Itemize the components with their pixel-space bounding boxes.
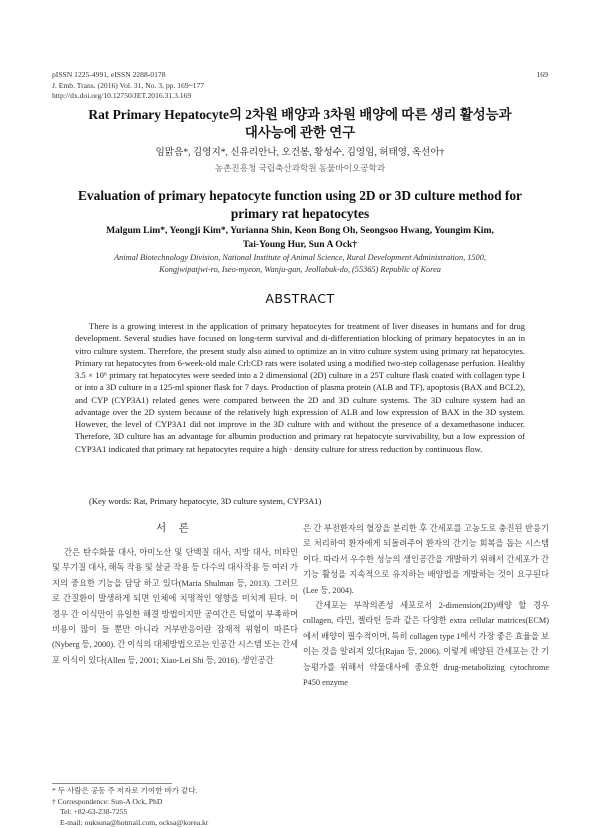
doi-link[interactable]: http://dx.doi.org/10.12750/JET.2016.31.3.169 — [52, 91, 192, 100]
english-authors — [70, 224, 530, 252]
footnote-divider — [52, 783, 172, 784]
introduction-paragraph-1-continued: 은 간 부전환자의 혈장을 분리한 후 간세포를 고농도로 충진된 반응기로 처리하여 환자에게 되돌려주어 환자의 간기능 회복을 돕는 시스템이다. 따라서 우수한 성능의 생인공간을 개발하기 위해서 간세포가 간 기능 활성을 지속적으로 유지하는 배양법을 개발하는 것이 요구된다(Lee 등, 2004). — [303, 524, 549, 595]
telephone: Tel: +82-63-238-7255 — [60, 807, 128, 817]
introduction-heading: 서 론 — [156, 523, 194, 534]
english-title-line-2: primary rat hepatocytes — [230, 206, 370, 221]
korean-authors: 임맑음*, 김영지*, 신유리안나, 오건봉, 황성수, 김영임, 허태영, 옥선아† — [155, 147, 445, 158]
journal-header — [52, 70, 204, 102]
english-affiliation-line-1: Animal Biotechnology Division, National Institute of Animal Science, Rural Development Administration, 1500, — [114, 253, 486, 262]
english-affiliation-line-2: Kongjwipatjwi-ro, Iseo-myeon, Wanju-gun, Jeollabuk-do, (55365) Republic of Korea — [159, 265, 441, 275]
equal-contribution-note: * 두 사람은 공동 주 저자로 기여한 바가 같다. — [52, 786, 198, 795]
korean-title — [60, 106, 540, 142]
english-title — [60, 187, 540, 223]
introduction-paragraph-1: 간은 탄수화물 대사, 아미노산 및 단백질 대사, 지방 대사, 비타민 및 무기질 대사, 해독 작용 및 살균 작용 등 다수의 대사작용 등 여러 가지의 중요한 기능을 담당 하고 있다(Maria Shulman 등, 2013). 그러므로 간질환이 발생하게 되면 인체에 치명적인 영향을 미치게 된다. 이 경우 간 이식만이 유일한 해결 방법이지만 공여간은 턱없이 부족하며 비용이 많이 들 뿐만 아니라 거부반응이란 잠재적 위험이 따른다(Nyberg 등, 2000). 간 이식의 대체방법으로는 인공간 시스템 또는 간세포 이식이 있다(Allen 등, 2001; Xiao-Lei Shi 등, 2016). 생인공간 — [52, 548, 298, 665]
korean-title-line-1: Rat Primary Hepatocyte의 2차원 배양과 3차원 배양에 따른 생리 활성능과 — [88, 107, 512, 122]
page-number: 169 — [536, 70, 548, 79]
english-authors-line-2: Tai-Young Hur, Sun A Ock† — [242, 238, 358, 250]
footnotes — [52, 786, 208, 828]
correspondence-note: † Correspondence: Sun-A Ock, PhD — [52, 796, 163, 806]
english-authors-line-1: Malgum Lim*, Yeongji Kim*, Yurianna Shin, Keon Bong Oh, Seongsoo Hwang, Youngim Kim, — [106, 225, 494, 236]
korean-title-line-2: 대사능에 관한 연구 — [244, 125, 356, 140]
abstract-body: There is a growing interest in the application of primary hepatocytes for treatment of liver diseases in humans and for drug development. Several studies have focused on long-term survival and di-differentiation blocking of primary hepatocytes in an in vitro culture system. Therefore, the present study also aimed to optimize an in vitro culture system using primary rat hepatocytes. Primary rat hepatocytes from 6-week-old male Crl:CD rats were isolated using a modified two-step collagenase perfusion. Healthy 3.5 × 10⁶ primary rat hepatocytes were seeded into a 2 dimensional (2D) culture in a 25T culture flask coated with collagen type I or into a 3D culture in a 125-ml spinner flask for 7 days. Production of plasma protein (ALB and TF), apoptosis (BAX and BCL2), and CYP (CYP3A1) related genes were compared between the 2D and 3D culture systems. The 3D culture system had an advantage over the 2D system because of the relatively high expression of ALB and low expression of BAX in the 3D system. However, the level of CYP3A1 did not improve in the 3D culture with and without the presence of a dexamethasone inducer. Therefore, 3D culture has an advantage for albumin production and primary rat hepatocyte survivability, but a low expression of CYP3A1 indicated that primary rat hepatocytes require a high · density culture for stress reduction by continuous flow. — [75, 321, 525, 454]
abstract-heading: ABSTRACT — [265, 291, 335, 306]
body-column-right — [303, 521, 549, 690]
english-affiliation — [60, 252, 540, 276]
issn-line: pISSN 1225-4991, eISSN 2288-0178 — [52, 70, 166, 79]
introduction-paragraph-2: 간세포는 부착의존성 세포로서 2-dimension(2D)배양 할 경우 collagen, 라민, 젤라틴 등과 같은 다양한 extra cellular matrices(ECM)에서 배양이 필수적이며, 특히 collagen type 1에서 가장 좋은 효율을 보이는 것을 알려져 있다(Rajan 등, 2006). 이렇게 배양된 간세포는 간 기능평가를 위해서 약물대사에 중요한 drug-metabolizing cytochrome P450 enzyme — [303, 601, 549, 688]
english-title-line-1: Evaluation of primary hepatocyte function using 2D or 3D culture method for — [78, 188, 522, 203]
korean-affiliation: 농촌진흥청 국립축산과학원 동물바이오공학과 — [214, 163, 386, 173]
body-column-left — [52, 521, 298, 668]
keywords: (Key words: Rat, Primary hepatocyte, 3D culture system, CYP3A1) — [89, 496, 322, 506]
email[interactable]: E-mail: ouksuna@hotmail.com, ocksa@korea.kr — [60, 817, 209, 827]
journal-citation: J. Emb. Trans. (2016) Vol. 31, No. 3, pp. 169~177 — [52, 80, 205, 90]
